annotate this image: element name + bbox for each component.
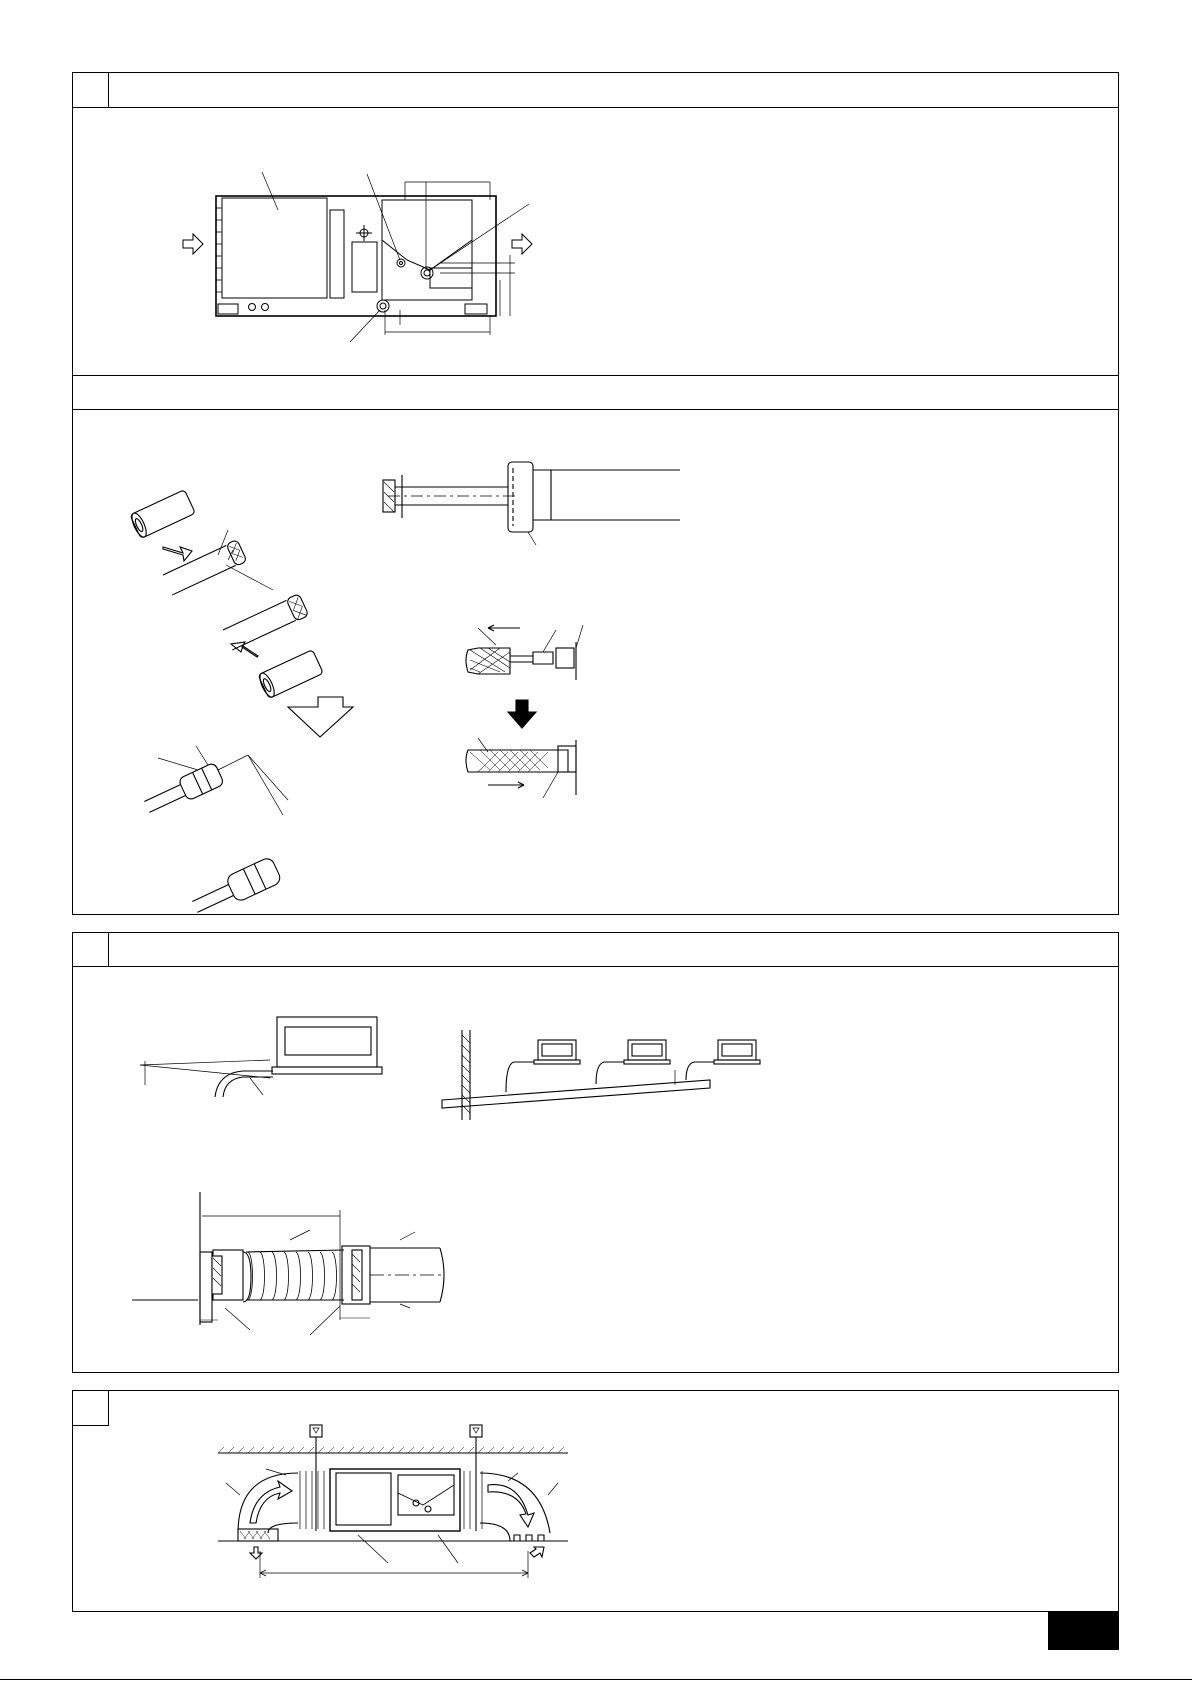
section-number — [73, 73, 109, 107]
flare-connection-diagram — [378, 460, 688, 560]
footer-rule — [0, 1679, 1192, 1680]
push-arrow-icon — [508, 700, 536, 728]
airflow-arrow-icon — [250, 1481, 292, 1523]
section-number-box — [73, 1391, 109, 1426]
arrow-next-step-icon — [288, 697, 353, 737]
section-header — [73, 376, 1118, 410]
section-header — [73, 73, 1118, 108]
drain-hose-diagram — [130, 1190, 450, 1340]
airflow-arrow-icon — [488, 1485, 534, 1527]
drain-collective-diagram — [440, 1030, 780, 1120]
insulation-procedure-diagram — [108, 470, 348, 880]
supply-air-arrow-icon — [530, 1547, 544, 1557]
arrow-out-icon — [512, 234, 532, 254]
indoor-unit — [686, 1040, 760, 1080]
section-number — [73, 933, 109, 966]
unit-top-view-diagram — [180, 170, 540, 355]
duct-installation-diagram — [218, 1423, 568, 1593]
indoor-unit — [596, 1040, 670, 1084]
arrow-insert-icon — [163, 547, 192, 561]
section-header — [73, 933, 1118, 967]
indoor-unit — [506, 1040, 580, 1092]
arrow-in-icon — [183, 234, 203, 254]
insulation-wrap-diagram — [458, 620, 608, 800]
drain-slope-diagram — [135, 1015, 400, 1100]
page-number-tab — [1048, 1612, 1119, 1650]
